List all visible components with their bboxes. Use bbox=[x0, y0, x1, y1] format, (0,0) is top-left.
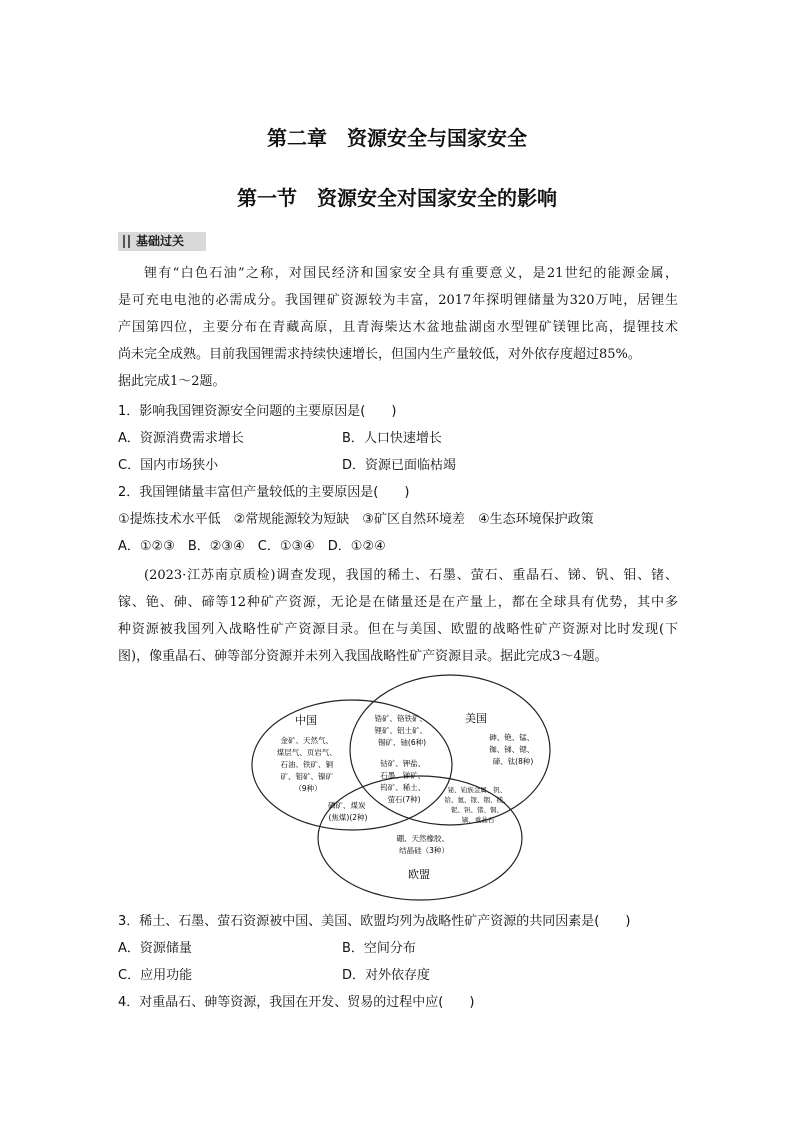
q3-stem: 3．稀土、石墨、萤石资源被中国、美国、欧盟均列为战略性矿产资源的共同因素是( ) bbox=[118, 914, 631, 929]
q1-option-d: D．资源已面临枯竭 bbox=[342, 458, 457, 473]
passage-line: 镓、铯、砷、碲等12种矿产资源，无论是在储量还是在产量上，都在全球具有优势，其中多 bbox=[118, 595, 678, 610]
q3-option-c: C．应用功能 bbox=[118, 968, 193, 983]
region-china-eu: 磷矿、煤炭 (焦煤)(2种) bbox=[328, 801, 368, 822]
region-all-three: 钴矿、钾盐、 石墨、锑矿、 钨矿、稀土、 萤石(7种) bbox=[380, 759, 426, 804]
q1-option-b: B．人口快速增长 bbox=[342, 431, 442, 446]
passage-line: 种资源被我国列入战略性矿产资源目录。但在与美国、欧盟的战略性矿产资源对比时发现(下 bbox=[118, 622, 678, 637]
eu-label: 欧盟 bbox=[408, 868, 430, 881]
q3-option-d: D．对外依存度 bbox=[342, 968, 431, 983]
passage-line: 据此完成1～2题。 bbox=[118, 374, 226, 389]
passage-line: (2023·江苏南京质检)调查发现，我国的稀土、石墨、萤石、重晶石、锑、钒、钼、锗、 bbox=[144, 568, 678, 583]
q1-option-c: C．国内市场狭小 bbox=[118, 458, 219, 473]
region-china-only: 金矿、天然气、 煤层气、页岩气、 石油、铁矿、铜 矿、钼矿、镍矿 （9种） bbox=[276, 736, 337, 793]
q2-options: A．①②③ B．②③④ C．①③④ D．①②④ bbox=[118, 539, 386, 554]
region-china-usa: 锆矿、铬铁矿、 锂矿、铝土矿、 锡矿、铀(6种) bbox=[374, 714, 428, 747]
china-label: 中国 bbox=[295, 714, 317, 727]
passage-line: 图)，像重晶石、砷等部分资源并未列入我国战略性矿产资源目录。据此完成3～4题。 bbox=[118, 649, 608, 664]
q3-option-b: B．空间分布 bbox=[342, 941, 416, 956]
usa-label: 美国 bbox=[465, 712, 487, 725]
q2-stem: 2．我国锂储量丰富但产量较低的主要原因是( ) bbox=[118, 485, 410, 500]
region-eu-only: 硼、天然橡胶、 结晶硅（3种） bbox=[396, 834, 450, 855]
passage-line: 锂有“白色石油”之称，对国民经济和国家安全具有重要意义，是21世纪的能源金属， bbox=[144, 266, 678, 281]
chapter-title: 第二章 资源安全与国家安全 bbox=[267, 126, 527, 150]
passage-line: 尚未完全成熟。目前我国锂需求持续快速增长，但国内生产量较低，对外依存度超过85%。 bbox=[118, 347, 641, 362]
q2-items: ①提炼技术水平低 ②常规能源较为短缺 ③矿区自然环境差 ④生态环境保护政策 bbox=[118, 512, 594, 527]
region-usa-only: 砷、铯、锰、 铷、锑、锶、 碲、钛(8种) bbox=[489, 733, 535, 766]
section-title: 第一节 资源安全对国家安全的影响 bbox=[237, 186, 557, 210]
q1-stem: 1．影响我国锂资源安全问题的主要原因是( ) bbox=[118, 404, 397, 419]
passage-line: 产国第四位，主要分布在青藏高原，且青海柴达木盆地盐湖卤水型锂矿镁锂比高，提锂技术 bbox=[118, 320, 678, 335]
passage-line: 是可充电电池的必需成分。我国锂矿资源较为丰富，2017年探明锂储量为320万吨，居锂生 bbox=[118, 293, 678, 308]
region-usa-eu: 铋、铂族金属、钒、 铪、氦、镓、铟、镁、 铌、钽、锗、铜、 镝、重晶石 bbox=[444, 786, 510, 824]
q1-option-a: A．资源消费需求增长 bbox=[118, 431, 244, 446]
q4-stem: 4．对重晶石、砷等资源，我国在开发、贸易的过程中应( ) bbox=[118, 995, 475, 1010]
q3-option-a: A．资源储量 bbox=[118, 941, 192, 956]
badge-label: 基础过关 bbox=[136, 234, 185, 248]
